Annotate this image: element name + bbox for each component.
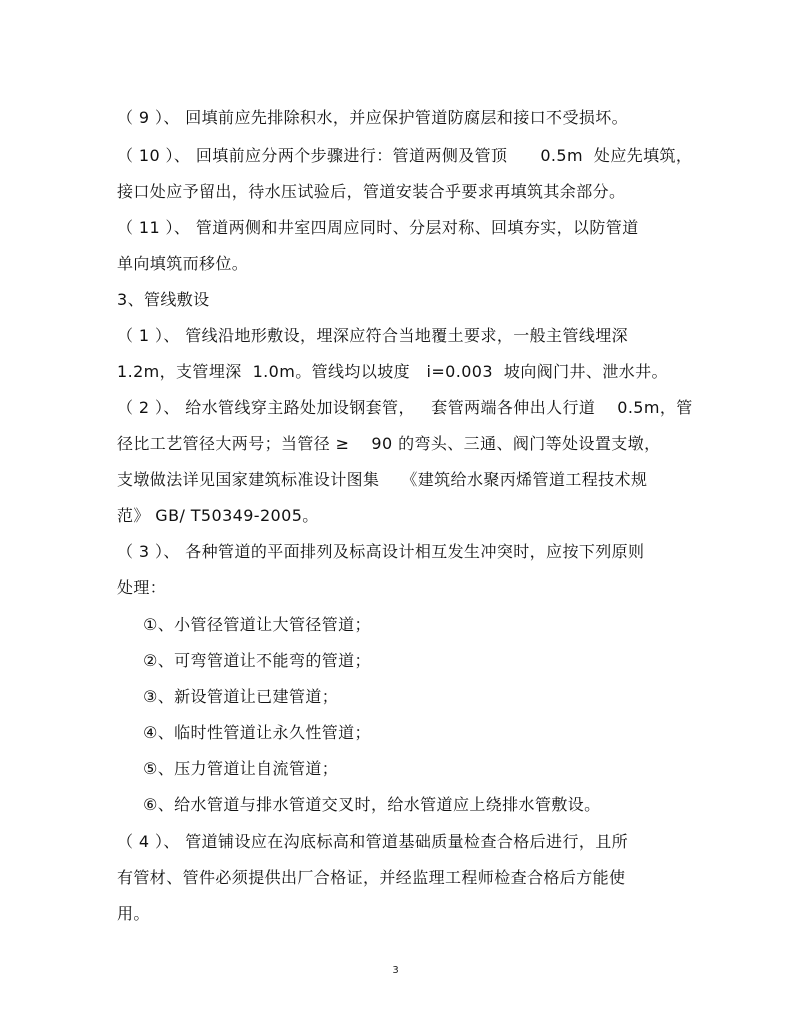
paragraph-9-line-1: （ 9 ）、 回填前应先排除积水，并应保护管道防腐层和接口不受损坏。: [117, 108, 629, 127]
section-heading-pipeline-laying: 3、管线敷设: [117, 290, 210, 309]
principle-item: ⑤、压力管道让自流管道；: [143, 759, 339, 778]
paragraph-1-line-2: 1.2m，支管埋深 1.0m。管线均以坡度 i=0.003 坡向阀门井、泄水井。: [117, 362, 668, 381]
principle-item: ④、临时性管道让永久性管道；: [143, 723, 371, 742]
paragraph-4-line-2: 有管材、管件必须提供出厂合格证，并经监理工程师检查合格后方能使: [117, 868, 626, 887]
paragraph-2-line-3: 支墩做法详见国家建筑标准设计图集 《建筑给水聚丙烯管道工程技术规: [117, 470, 648, 489]
principle-item: ③、新设管道让已建管道；: [143, 687, 339, 706]
paragraph-11-line-2: 单向填筑而移位。: [117, 254, 249, 273]
principle-item: ②、可弯管道让不能弯的管道；: [143, 651, 371, 670]
paragraph-10-line-1: （ 10 ）、 回填前应分两个步骤进行：管道两侧及管顶 0.5m 处应先填筑，: [117, 146, 693, 165]
paragraph-10-line-2: 接口处应予留出，待水压试验后，管道安装合乎要求再填筑其余部分。: [117, 182, 626, 201]
principle-item: ①、小管径管道让大管径管道；: [143, 615, 371, 634]
paragraph-2-line-1: （ 2 ）、 给水管线穿主路处加设钢套管， 套管两端各伸出人行道 0.5m，管: [117, 398, 693, 417]
paragraph-11-line-1: （ 11 ）、 管道两侧和井室四周应同时、分层对称、回填夯实，以防管道: [117, 218, 639, 237]
paragraph-3-line-1: （ 3 ）、 各种管道的平面排列及标高设计相互发生冲突时，应按下列原则: [117, 542, 645, 561]
paragraph-2-line-2: 径比工艺管径大两号；当管径 ≥ 90 的弯头、三通、阀门等处设置支墩，: [117, 434, 661, 453]
paragraph-2-line-4: 范》 GB/ T50349-2005。: [117, 506, 319, 525]
principle-item: ⑥、给水管道与排水管道交叉时，给水管道应上绕排水管敷设。: [143, 795, 601, 814]
paragraph-4-line-1: （ 4 ）、 管道铺设应在沟底标高和管道基础质量检查合格后进行，且所: [117, 832, 629, 851]
page-number: 3: [392, 965, 399, 976]
paragraph-4-line-3: 用。: [117, 904, 150, 923]
paragraph-3-line-2: 处理：: [117, 578, 167, 597]
paragraph-1-line-1: （ 1 ）、 管线沿地形敷设，埋深应符合当地覆土要求，一般主管线埋深: [117, 326, 629, 345]
